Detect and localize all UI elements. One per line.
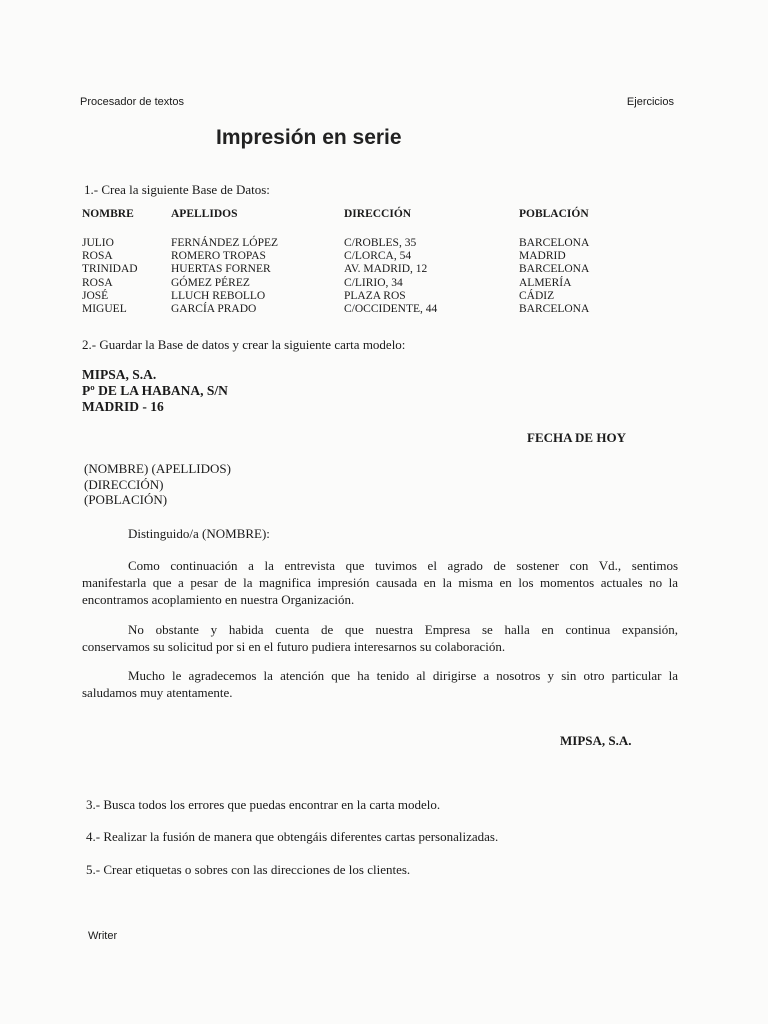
table-cell: GARCÍA PRADO: [171, 302, 257, 315]
column-header: NOMBRE: [82, 208, 134, 220]
company-address: [82, 367, 228, 415]
table-row: [82, 263, 639, 276]
table-header: [82, 208, 639, 237]
merge-fields: [84, 461, 231, 508]
exercise-1: 1.- Crea la siguiente Base de Datos:: [84, 182, 270, 197]
column-header: DIRECCIÓN: [344, 208, 412, 220]
table-cell: TRINIDAD: [82, 263, 138, 276]
exercise-3: 3.- Busca todos los errores que puedas encontrar en la carta modelo.: [86, 797, 441, 812]
header-right: Ejercicios: [626, 96, 674, 108]
letter-paragraph-1: [82, 557, 678, 608]
letter-paragraph-3: [82, 667, 678, 701]
table-cell: ROSA: [82, 276, 113, 289]
column-header: APELLIDOS: [171, 208, 238, 220]
table-cell: MADRID: [519, 250, 566, 263]
paragraph-rest: conservamos su solicitud por si en el futuro pudiera interesarnos su colaboración.: [82, 639, 506, 654]
paragraph-rest: saludamos muy atentamente.: [82, 685, 233, 700]
table-cell: BARCELONA: [519, 263, 590, 276]
table-cell: BARCELONA: [519, 302, 590, 315]
company-name: MIPSA, S.A.: [82, 367, 157, 382]
table-cell: HUERTAS FORNER: [171, 263, 271, 276]
table-cell: JULIO: [82, 237, 114, 249]
letter-paragraph-2: [82, 621, 678, 655]
table-cell: C/ROBLES, 35: [344, 237, 417, 249]
table-cell: GÓMEZ PÉREZ: [171, 276, 250, 289]
letter-greeting: Distinguido/a (NOMBRE):: [128, 526, 270, 541]
paragraph-first-line: Mucho le agradecemos la atención que ha tenido al dirigirse a nosotros y sin otro particular la: [128, 668, 678, 683]
table-cell: JOSÉ: [82, 289, 109, 302]
exercise-5: 5.- Crear etiquetas o sobres con las direcciones de los clientes.: [86, 862, 411, 877]
table-row: [82, 277, 639, 290]
company-city: MADRID - 16: [82, 399, 164, 414]
table-cell: ROSA: [82, 250, 113, 263]
table-cell: LLUCH REBOLLO: [171, 289, 266, 302]
table-row: [82, 250, 639, 263]
paragraph-first-line: No obstante y habida cuenta de que nuestra Empresa se halla en continua expansión,: [128, 622, 678, 637]
table-cell: MIGUEL: [82, 302, 127, 315]
table-cell: BARCELONA: [519, 237, 590, 249]
table-cell: C/OCCIDENTE, 44: [344, 302, 438, 315]
letter-signature: MIPSA, S.A.: [560, 733, 632, 748]
table-cell: FERNÁNDEZ LÓPEZ: [171, 237, 279, 249]
exercise-4: 4.- Realizar la fusión de manera que obtengáis diferentes cartas personalizadas.: [86, 829, 499, 844]
table-cell: PLAZA ROS: [344, 289, 406, 302]
merge-field-city: (POBLACIÓN): [84, 492, 168, 507]
table-cell: C/LIRIO, 34: [344, 276, 403, 289]
table-cell: AV. MADRID, 12: [344, 263, 428, 276]
table-cell: C/LORCA, 54: [344, 250, 412, 263]
table-cell: CÁDIZ: [519, 289, 555, 302]
page-title: Impresión en serie: [216, 126, 402, 149]
table-row: [82, 303, 639, 316]
table-row: [82, 237, 639, 250]
footer-label: Writer: [88, 930, 118, 942]
table-cell: ALMERÍA: [519, 276, 572, 289]
letter-date: FECHA DE HOY: [527, 430, 626, 445]
company-street: Pº DE LA HABANA, S/N: [82, 383, 228, 398]
exercise-2: 2.- Guardar la Base de datos y crear la siguiente carta modelo:: [82, 337, 406, 352]
paragraph-first-line: Como continuación a la entrevista que tuvimos el agrado de sostener con Vd., sentimos: [128, 558, 678, 573]
column-header: POBLACIÓN: [519, 208, 589, 220]
header-left: Procesador de textos: [80, 96, 184, 108]
table-row: [82, 290, 639, 303]
table-cell: ROMERO TROPAS: [171, 250, 266, 263]
merge-field-name: (NOMBRE) (APELLIDOS): [84, 461, 231, 476]
database-table: [82, 208, 639, 316]
paragraph-rest: manifestarla que a pesar de la magnifica impresión causada en la misma en los momentos actuales no la encontramos acoplamiento en nuestra Organización.: [82, 575, 678, 607]
merge-field-address: (DIRECCIÓN): [84, 476, 164, 492]
